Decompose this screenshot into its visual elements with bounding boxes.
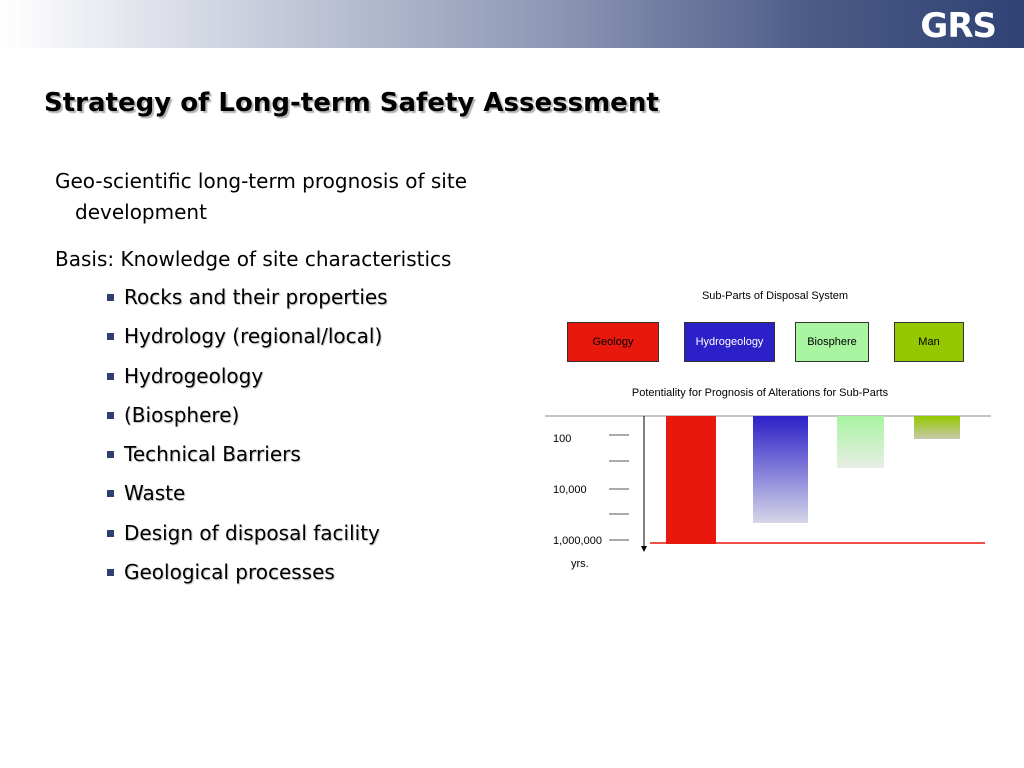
man-box: Man bbox=[894, 322, 964, 362]
y-tick-label: 1,000,000 bbox=[553, 535, 602, 547]
list-item-text: Technical Barriers bbox=[124, 442, 301, 467]
list-item-text: Hydrology (regional/local) bbox=[124, 324, 383, 349]
hydrogeology-box: Hydrogeology bbox=[684, 322, 775, 362]
y-axis-unit: yrs. bbox=[571, 558, 589, 570]
list-item-text: Geological processes bbox=[124, 560, 335, 585]
bar-man bbox=[914, 416, 960, 439]
list-item-text: Design of disposal facility bbox=[124, 520, 380, 545]
y-tick-label: 100 bbox=[553, 433, 572, 445]
list-item-text: Rocks and their properties bbox=[124, 285, 388, 309]
subparts-title: Sub-Parts of Disposal System bbox=[701, 290, 849, 302]
prognosis-paragraph: Geo-scientific long-term prognosis of site development bbox=[55, 169, 468, 224]
bar-geology bbox=[666, 416, 716, 544]
basis-paragraph: Basis: Knowledge of site characteristics bbox=[55, 247, 452, 271]
bar-biosphere bbox=[837, 416, 884, 468]
list-item-text: (Biosphere) bbox=[124, 402, 240, 427]
biosphere-box: Biosphere bbox=[795, 322, 869, 362]
y-tick-label: 10,000 bbox=[553, 484, 587, 496]
list-item-text: Hydrogeology bbox=[124, 363, 264, 388]
axis-arrow-icon bbox=[641, 546, 647, 552]
slide-title: Strategy of Long-term Safety Assessment bbox=[44, 88, 659, 118]
bar-hydrogeology bbox=[753, 416, 808, 523]
list-item-text: Waste bbox=[124, 481, 186, 506]
geology-box: Geology bbox=[567, 322, 659, 362]
prognosis-title: Potentiality for Prognosis of Alterations for Sub-Parts bbox=[631, 387, 889, 399]
grs-logo: GRS bbox=[920, 6, 996, 46]
